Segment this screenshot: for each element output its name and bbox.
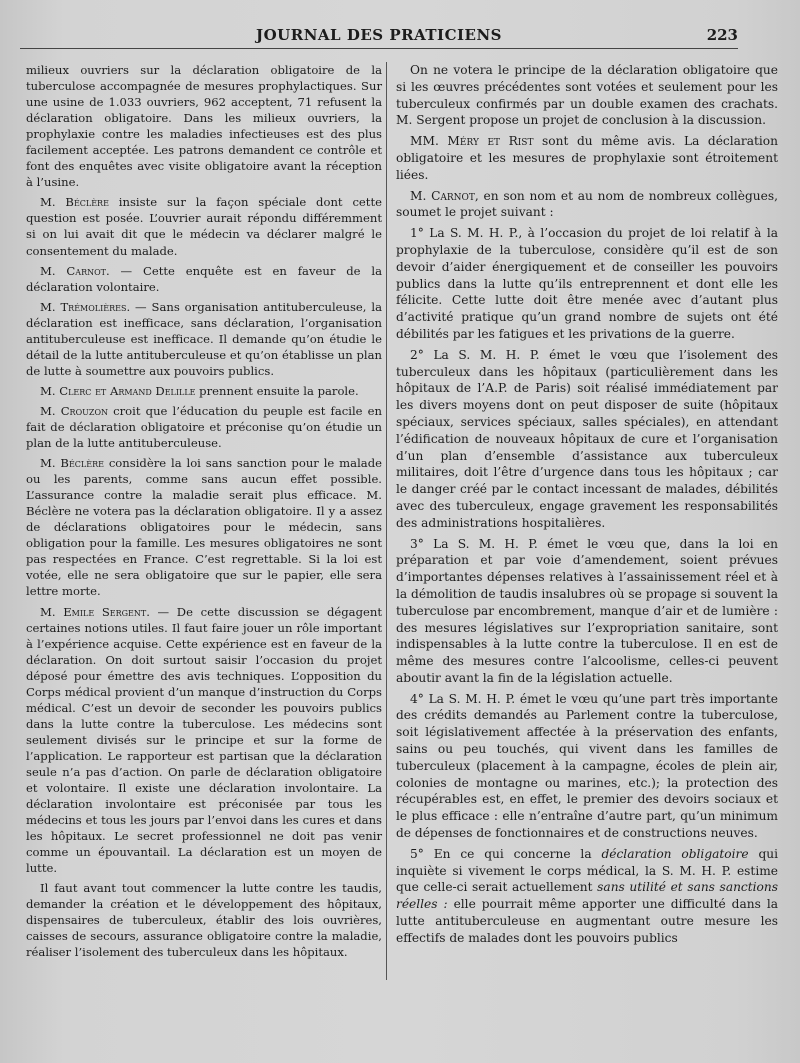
speaker-name: M. Carnot. <box>40 263 110 278</box>
speaker-name: M. Emile Sergent. <box>40 604 150 619</box>
left-column <box>26 62 382 961</box>
paragraph: M. Carnot, en son nom et au nom de nombreux collègues, soumet le projet suivant : <box>396 188 778 220</box>
resolution-item: 4° La S. M. H. P. émet le vœu qu’une part très importante des crédits demandés au Parlement contre la tuberculose, soit législativement affectée à la préservation des enfants, sains ou peu touchés, qui vivent dans les familles de tuberculeux (placement à la campagne, écoles de plein air, colonies de montagne ou marines, etc.); la protection des récupérables est, en effet, le premier des devoirs sociaux et le plus efficace : elle n’entraîne d’autre part, qu’un minimum de dépenses de fonctionnaires et de constructions neuves. <box>396 691 778 841</box>
paragraph: Il faut avant tout commencer la lutte contre les taudis, demander la création et le développement des hôpitaux, dispensaires de tuberculeux, établir des lois ouvrières, caisses de secours, assurance obligatoire contre la maladie, réaliser l’isolement des tuberculeux dans les hôpitaux. <box>26 881 382 960</box>
speaker-name: M. Clerc et Armand Delille <box>40 383 196 398</box>
paragraph: M. Carnot. — Cette enquête est en faveur de la déclaration volontaire. <box>26 263 382 294</box>
resolution-item: 2° La S. M. H. P. émet le vœu que l’isolement des tuberculeux dans les hôpitaux (particulièrement dans les hôpitaux de l’A.P. de Paris) soit réalisé immédiatement par les divers moyens dont on peut disposer de suite (hôpitaux spéciaux, services spéciaux, salles spéciales), en attendant l’édification de nouveaux hôpitaux de cure et l’organisation d’un plan d’ensemble d’assistance aux tuberculeux militaires, doit l’être d’urgence dans tous les hôpitaux ; car le danger créé par le contact incessant de malades, débilités avec des tuberculeux, engage gravement les responsabilités des administrations hospitalières. <box>396 347 778 530</box>
column-divider <box>386 62 387 980</box>
speaker-name: M. Trémolières. <box>40 299 131 314</box>
speaker-name: MM. Méry et Rist <box>410 134 534 149</box>
right-column <box>396 62 778 947</box>
page-number: 223 <box>706 26 738 44</box>
paragraph: M. Béclère considère la loi sans sanction pour le malade ou les parents, comme sans aucun effet possible. L’assurance contre la maladie serait plus efficace. M. Béclère ne votera pas la déclaration obligatoire. Il y a assez de déclarations obligatoires pour le médecin, sans obligation pour la famille. Les mesures obligatoires ne sont pas respectées en France. C’est regrettable. Si la loi est votée, elle ne sera obligatoire que sur le papier, elle sera lettre morte. <box>26 456 382 599</box>
journal-title: JOURNAL DES PRATICIENS <box>256 26 502 44</box>
paragraph: On ne votera le principe de la déclaration obligatoire que si les œuvres précédentes sont votées et seulement pour les tuberculeux confirmés par un double examen des crachats. M. Sergent propose un projet de conclusion à la discussion. <box>396 63 778 128</box>
speaker-name: M. Carnot, <box>410 188 479 203</box>
paragraph: M. Clerc et Armand Delille prennent ensuite la parole. <box>40 383 359 398</box>
speaker-name: M. Béclère <box>40 456 104 471</box>
emphasis: déclaration obligatoire <box>601 846 749 861</box>
resolution-item: 3° La S. M. H. P. émet le vœu que, dans la loi en préparation et par voie d’amendement, soient prévues d’importantes dépenses relatives à l’assainissement réel et à la démolition de taudis insalubres où se propage si souvent la tuberculose par encombrement, manque d’air et de lumière : des mesures législatives sur l’expropriation sanitaire, sont indispensables à la lutte contre la tuberculose. Il en est de même des mesures contre l’alcoolisme, celles-ci peuvent aboutir avant la fin de la législation actuelle. <box>396 536 778 685</box>
resolution-item: 1° La S. M. H. P., à l’occasion du projet de loi relatif à la prophylaxie de la tuberculose, considère qu’il est de son devoir d’aider énergiquement et de conseiller les pouvoirs publics dans la lutte qu’ils entreprennent et dont elle les félicite. Cette lutte doit être menée avec d’autant plus d’activité pratique qu’un grand nombre de sujets ont été débilités par les fatigues et les privations de la guerre. <box>396 226 778 341</box>
paragraph: M. Trémolières. — Sans organisation antituberculeuse, la déclaration est inefficace, sans déclaration, l’organisation antituberculeuse est inefficace. Il demande qu’on étudie le détail de la lutte antituberculeuse et qu’on établisse un plan de lutte à soumettre aux pouvoirs publics. <box>26 299 382 378</box>
paragraph: MM. Méry et Rist sont du même avis. La déclaration obligatoire et les mesures de prophylaxie sont étroitement liées. <box>396 134 778 182</box>
speaker-name: M. Béclère <box>40 195 109 210</box>
speaker-name: M. Crouzon <box>40 403 109 418</box>
paragraph: milieux ouvriers sur la déclaration obligatoire de la tuberculose accompagnée de mesures prophylactiques. Sur une usine de 1.033 ouvriers, 962 acceptent, 71 refusent la déclaration obligatoire. Dans les milieux ouvriers, la prophylaxie contre les maladies infectieuses est des plus facilement acceptée. Les patrons demandent ce contrôle et font des enquêtes avec visite obligatoire avant la réception à l’usine. <box>26 63 382 190</box>
resolution-item: 5° En ce qui concerne la déclaration obligatoire qui inquiète si vivement le corps médical, la S. M. H. P. estime que celle-ci serait actuellement sans utilité et sans sanctions réelles : elle pourrait même apporter une difficulté dans la lutte antituberculeuse en augmentant outre mesure les effectifs de malades dont les pouvoirs publics <box>396 846 778 945</box>
emphasis: sans utilité et sans sanctions réelles : <box>396 880 778 912</box>
paragraph: M. Béclère insiste sur la façon spéciale dont cette question est posée. L’ouvrier aurait répondu différemment si on lui avait dit que le médecin va déclarer malgré le consentement du malade. <box>26 195 382 258</box>
paragraph: M. Crouzon croit que l’éducation du peuple est facile en fait de déclaration obligatoire et préconise qu’on étudie un plan de la lutte antituberculeuse. <box>26 403 382 451</box>
page-header <box>20 26 738 49</box>
paragraph: M. Emile Sergent. — De cette discussion se dégagent certaines notions utiles. Il faut faire jouer un rôle important à l’expérience acquise. Cette expérience est en faveur de la déclaration. On doit surtout saisir l’occasion du projet déposé pour émettre des avis techniques. L’opposition du Corps médical provient d’un manque d’instruction du Corps médical. C’est un devoir de seconder les pouvoirs publics dans la lutte contre la tuberculose. Les médecins sont seulement divisés sur le principe et sur la forme de l’application. Le rapporteur est partisan que la déclaration seule n’a pas d’action. On parle de déclaration obligatoire et volontaire. Il existe une déclaration involontaire. La déclaration involontaire est préconisée par tous les médecins et tous les jours par l’envoi dans les cures et dans les hôpitaux. Le secret professionnel ne doit pas venir comme un épouvantail. La déclaration est un moyen de lutte. <box>26 604 383 876</box>
